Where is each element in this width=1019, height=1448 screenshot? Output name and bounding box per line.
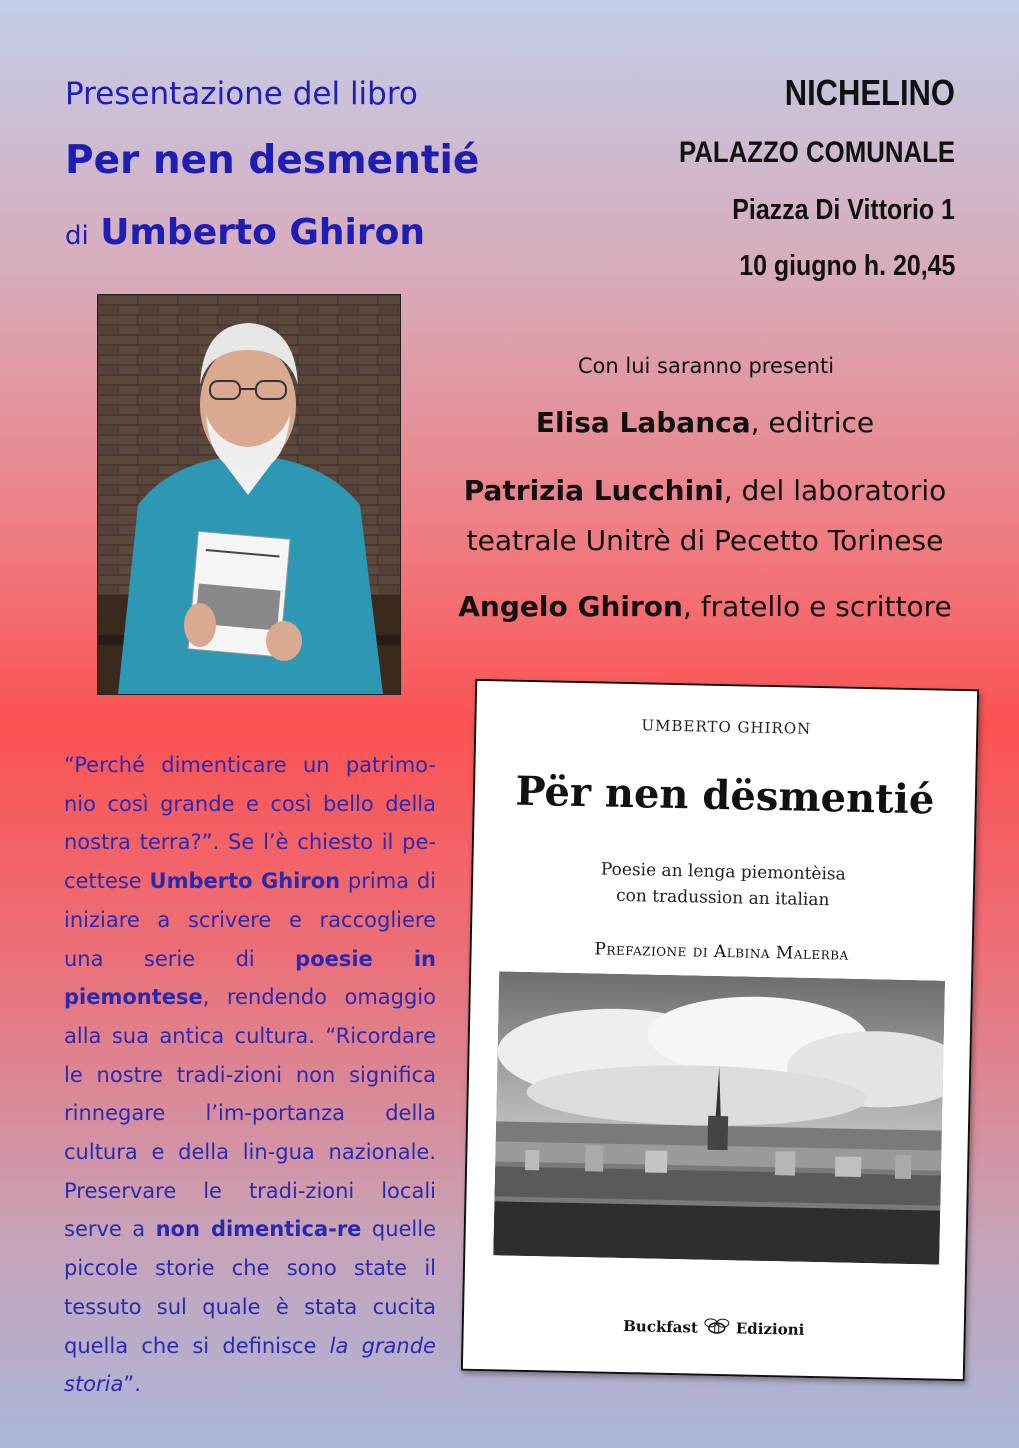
book-cover-city-photo (493, 971, 945, 1264)
event-date: 10 giugno h. 20,45 (738, 250, 955, 282)
venue-address: Piazza Di Vittorio 1 (732, 194, 955, 226)
book-cover (461, 679, 979, 1381)
author-name: Umberto Ghiron (100, 212, 425, 253)
publisher-suffix: Edizioni (735, 1319, 805, 1339)
guest-role-cont: teatrale Unitrè di Pecetto Torinese (466, 524, 944, 557)
guest-item (455, 466, 955, 566)
guest-name: Elisa Labanca (535, 406, 751, 439)
book-cover-author: UMBERTO GHIRON (641, 716, 812, 738)
book-cover-preface: Prefazione di Albina Malerba (594, 939, 849, 965)
guest-role: , editrice (750, 406, 875, 439)
quote-bold: poesie in piemontese (64, 946, 436, 1010)
quote-text: , rendendo omaggio alla sua antica cultura. “Ricordare le nostre tradi-zioni non significa rinnegare l’im-portanza della cultura e della lin-gua nazionale. Preservare le tradi-zioni locali serve a (64, 985, 436, 1242)
venue-city: NICHELINO (784, 72, 955, 113)
venue-building: PALAZZO COMUNALE (678, 136, 955, 169)
author-prefix: di (65, 221, 89, 251)
book-cover-publisher (464, 1313, 964, 1345)
guest-role: , del laboratorio (723, 474, 947, 507)
quote-paragraph (64, 746, 436, 1404)
publisher-name: Buckfast (623, 1317, 699, 1337)
guest-role: , fratello e scrittore (682, 590, 952, 623)
author-photo (97, 294, 401, 695)
book-cover-title: Për nen dësmentié (515, 767, 935, 824)
guest-name: Angelo Ghiron (458, 590, 683, 623)
book-title-heading: Per nen desmentié (65, 138, 480, 183)
book-cover-subtitle: Poesie an lenga piemontèisa (600, 859, 846, 885)
guest-item (455, 582, 955, 632)
guest-item (455, 398, 955, 448)
quote-text: quelle piccole storie che sono state il tessuto sul quale è stata cucita quella che si definisce (64, 1217, 437, 1358)
author-line (65, 212, 425, 253)
event-intro: Presentazione del libro (65, 76, 418, 112)
quote-text: ”. (123, 1372, 141, 1397)
quote-italic: la grande storia (64, 1333, 436, 1397)
book-cover-subtitle: con tradussion an italian (615, 885, 830, 911)
quote-text: “Perché dimenticare un patrimo-nio così grande e così bello della nostra terra?”. Se l’è chiesto il pe-cettese (64, 753, 436, 894)
quote-text: prima di iniziare a scrivere e raccogliere una serie di (64, 869, 436, 971)
bee-logo-icon (702, 1318, 732, 1341)
guests-intro: Con lui saranno presenti (577, 354, 835, 378)
quote-bold: non dimentica-re (155, 1217, 362, 1242)
quote-bold: Umberto Ghiron (149, 869, 341, 894)
guest-name: Patrizia Lucchini (463, 474, 724, 507)
